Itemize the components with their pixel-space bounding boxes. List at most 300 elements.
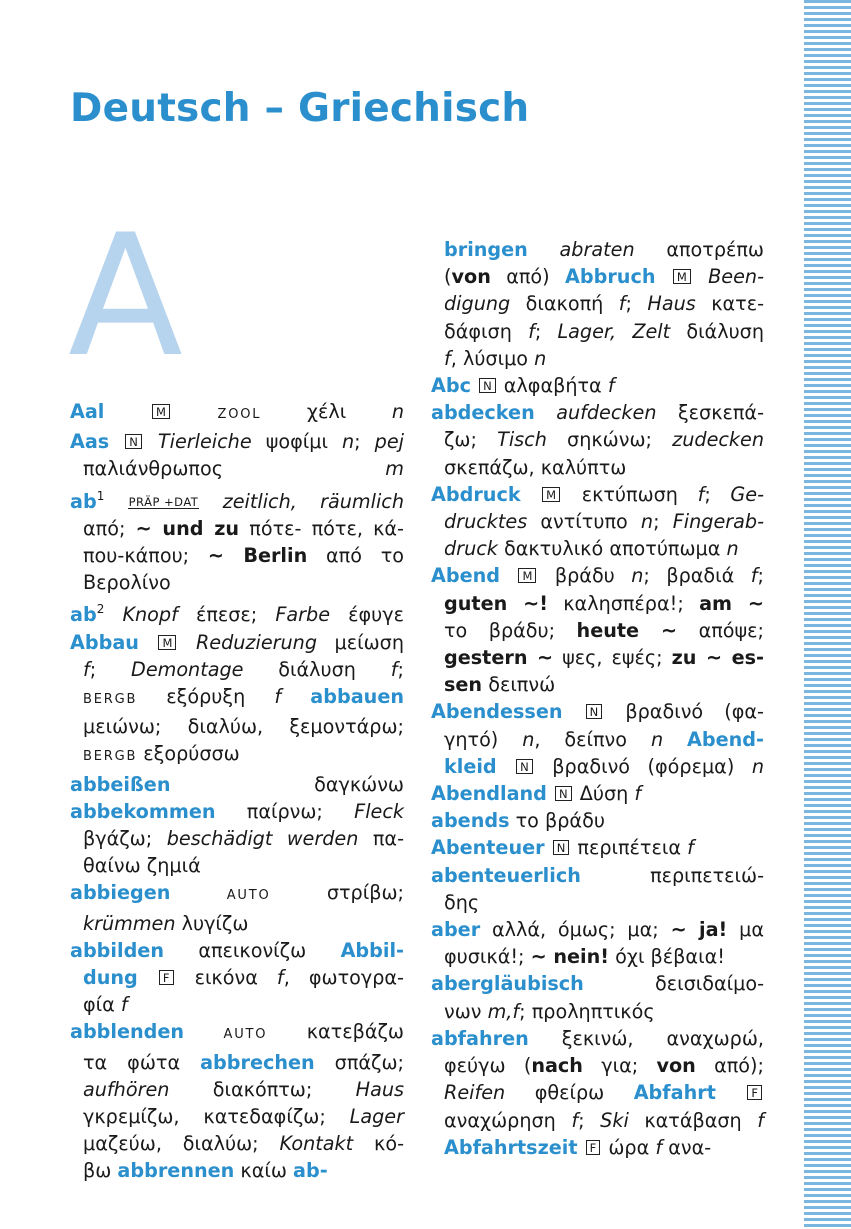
bold-phrase: ~ ja! xyxy=(670,918,728,942)
entry-text: βραδινό (φα- xyxy=(604,700,764,724)
entry-text: βράδυ xyxy=(538,564,632,588)
entry-text xyxy=(545,836,551,859)
headword: Abendland xyxy=(431,782,547,806)
gender-tag: F xyxy=(159,970,174,985)
headword: abfahren xyxy=(431,1026,529,1050)
entry-line xyxy=(70,1130,404,1157)
entry-text: βω xyxy=(83,1159,118,1183)
entry-text: αναχώρηση xyxy=(444,1108,572,1132)
headword: Abend xyxy=(431,564,500,588)
entry-text xyxy=(178,631,196,654)
entry-text: ξεσκεπά- xyxy=(656,401,764,425)
entry-text: εξόρυξη xyxy=(137,685,275,709)
italic-text: m,f xyxy=(487,999,520,1023)
headword: ab xyxy=(70,489,97,513)
entry-text: στρίβω; xyxy=(270,881,404,905)
entry-line xyxy=(431,617,764,644)
italic-text: Knopf xyxy=(122,603,178,627)
entry-text: ψοφίμι xyxy=(251,430,342,454)
entry-text: ; xyxy=(354,430,375,454)
italic-text: n xyxy=(640,510,654,534)
entry-text: από) xyxy=(490,265,565,289)
entry-line xyxy=(431,671,764,698)
headword: abends xyxy=(431,809,510,833)
entry-text xyxy=(528,238,560,261)
gender-tag: F xyxy=(586,1140,601,1155)
italic-text: f xyxy=(390,657,398,681)
italic-text: f xyxy=(750,564,758,588)
entry-text: ; xyxy=(397,657,404,681)
grammar-label: PRÄP +DAT xyxy=(128,494,199,509)
italic-text: n xyxy=(726,537,739,561)
entry-line xyxy=(431,562,764,589)
entry-line xyxy=(431,290,764,317)
subject-label: BERGB xyxy=(83,749,138,765)
italic-text: f xyxy=(634,782,642,806)
entry-line xyxy=(431,943,764,970)
headword: Abfahrt xyxy=(633,1081,716,1105)
bold-phrase: ~ nein! xyxy=(530,945,610,969)
entry-text: φθείρω xyxy=(505,1081,634,1105)
italic-text: zudecken xyxy=(672,428,764,452)
entry-text: το βράδυ xyxy=(509,809,605,833)
italic-text: n xyxy=(341,430,355,454)
entry-text: έπεσε; xyxy=(177,603,276,627)
entry-text: μείωση xyxy=(317,630,404,654)
entry-line xyxy=(70,771,404,798)
italic-text: f xyxy=(444,346,451,370)
italic-text: f xyxy=(655,1135,663,1159)
headword: Abbruch xyxy=(565,265,656,289)
entry-text: μα xyxy=(727,918,764,942)
headword: abbrechen xyxy=(200,1050,315,1074)
italic-text: f xyxy=(618,292,626,316)
entry-text: γκρεμίζω, κατεδαφίζω; xyxy=(83,1105,350,1129)
entry-text xyxy=(563,700,584,723)
entry-line xyxy=(70,964,404,991)
entry-text: ; xyxy=(704,482,731,506)
entry-text xyxy=(104,490,127,513)
entry-text xyxy=(144,430,158,453)
headword: abbiegen xyxy=(70,881,171,905)
gender-tag: N xyxy=(516,759,533,774)
page-title: Deutsch – Griechisch xyxy=(70,86,530,131)
entry-text: ; xyxy=(625,292,648,316)
headword: abdecken xyxy=(431,401,535,425)
italic-text: Lager, Zelt xyxy=(557,319,671,343)
entry-text: , λύσιμο xyxy=(450,346,535,370)
headword: abergläubisch xyxy=(431,972,584,996)
entry-line xyxy=(431,590,764,617)
entry-text: για; xyxy=(582,1054,657,1078)
headword: Abdruck xyxy=(431,482,521,506)
bold-phrase: ~ und zu xyxy=(135,516,240,540)
headword: dung xyxy=(83,966,138,990)
entry-line xyxy=(431,970,764,997)
headword: Abc xyxy=(431,374,471,398)
entry-line xyxy=(431,889,764,916)
entry-text: αλλά, όμως; μα; xyxy=(480,918,671,942)
entry-text: ζω; xyxy=(444,428,498,452)
entry-line xyxy=(431,1025,764,1052)
italic-text: aufhören xyxy=(83,1077,170,1101)
entry-text xyxy=(655,265,670,288)
italic-text: m xyxy=(385,457,404,481)
italic-text: druck xyxy=(444,537,498,561)
homograph-number: 1 xyxy=(96,488,105,503)
bold-phrase: sen xyxy=(444,673,483,697)
entry-text: φία xyxy=(83,993,121,1017)
headword: abbeißen xyxy=(70,772,171,796)
gender-tag: M xyxy=(542,487,560,502)
entry-text: διακοπή xyxy=(510,292,619,316)
entry-line xyxy=(70,937,404,964)
italic-text: Lager xyxy=(349,1105,404,1129)
gender-tag: N xyxy=(479,378,496,393)
entry-line xyxy=(70,596,404,628)
entry-text: χέλι xyxy=(261,400,392,423)
entry-text: , φωτογρα- xyxy=(283,966,404,990)
gender-tag: N xyxy=(586,704,603,719)
entry-line xyxy=(431,726,764,753)
headword: ab- xyxy=(293,1159,328,1183)
italic-text: zeitlich, räumlich xyxy=(222,489,404,513)
italic-text: pej xyxy=(374,430,404,454)
entry-line xyxy=(70,879,404,909)
entry-text: αποτρέπω xyxy=(634,238,764,261)
entry-text: από); xyxy=(695,1054,764,1078)
entry-text: λυγίζω xyxy=(175,911,249,935)
subject-label: AUTO xyxy=(223,1027,268,1043)
entry-line xyxy=(431,998,764,1025)
entry-text: παίρνω; xyxy=(215,799,355,823)
entry-text: δειπνώ xyxy=(482,673,556,697)
entry-text: μειώνω; διαλύω, ξεμοντάρω; xyxy=(83,715,404,739)
entry-text: αλφαβήτα xyxy=(497,374,608,398)
italic-text: f xyxy=(697,482,705,506)
entry-line xyxy=(431,535,764,562)
entry-text: ; προληπτικός xyxy=(519,999,655,1023)
entry-text: εικόνα xyxy=(175,966,277,990)
entry-line xyxy=(431,698,764,725)
entry-text xyxy=(172,400,218,423)
entry-text: , δείπνο xyxy=(534,727,651,751)
entry-line xyxy=(70,852,404,879)
headword: bringen xyxy=(444,238,528,261)
entry-text: ; xyxy=(653,510,673,534)
italic-text: f xyxy=(757,1108,764,1132)
entry-line xyxy=(431,807,764,834)
dictionary-column-left xyxy=(70,398,404,1185)
entry-text: κατε- xyxy=(695,292,764,316)
entry-line xyxy=(431,753,764,780)
entry-text: νων xyxy=(444,999,488,1023)
entry-line xyxy=(431,644,764,671)
entry-text xyxy=(139,631,157,654)
entry-line xyxy=(431,399,764,426)
entry-line xyxy=(70,629,404,656)
headword: abbekommen xyxy=(70,799,216,823)
entry-text: γητό) xyxy=(444,727,523,751)
entry-text: σπάζω; xyxy=(314,1050,404,1074)
entry-text xyxy=(578,1136,584,1159)
italic-text: Haus xyxy=(355,1077,404,1101)
entry-text: ψες, εψές; xyxy=(553,646,672,670)
italic-text: Ski xyxy=(600,1108,629,1132)
italic-text: Farbe xyxy=(275,603,331,627)
entry-text: έφυγε xyxy=(330,603,404,627)
entry-text: μαζεύω, διαλύω; xyxy=(83,1132,280,1156)
italic-text: n xyxy=(631,564,644,588)
italic-text: n xyxy=(751,754,764,778)
italic-text: Been- xyxy=(708,265,764,289)
headword: Abenteuer xyxy=(431,836,545,860)
entry-text: ; xyxy=(534,319,558,343)
entry-text xyxy=(547,782,553,805)
italic-text: Tierleiche xyxy=(157,430,252,454)
bold-phrase: heute ~ xyxy=(576,618,678,642)
italic-text: aufdecken xyxy=(556,401,657,425)
italic-text: n xyxy=(522,727,535,751)
entry-text: ; βραδιά xyxy=(643,564,751,588)
entry-line xyxy=(70,1103,404,1130)
entry-text: σκεπάζω, καλύπτω xyxy=(444,455,627,479)
entry-text: κατεβάζω xyxy=(267,1020,404,1044)
headword: abbrennen xyxy=(117,1159,235,1183)
headword: Abend- xyxy=(687,727,764,751)
italic-text: krümmen xyxy=(83,911,176,935)
page-edge-stripes xyxy=(804,0,851,1229)
entry-text: διάλυση xyxy=(670,319,764,343)
entry-text: πότε- πότε, κά- xyxy=(239,516,404,540)
entry-text xyxy=(281,685,310,708)
entry-line xyxy=(70,515,404,542)
entry-text: απεικονίζω xyxy=(163,938,341,962)
entry-text: πα- xyxy=(358,827,404,851)
entry-text: παλιάνθρωπος xyxy=(83,457,386,481)
entry-text xyxy=(663,728,687,751)
gender-tag: M xyxy=(158,635,176,650)
entry-text: από το xyxy=(307,544,405,568)
entry-text: φεύγω ( xyxy=(444,1054,532,1078)
bold-phrase: ~ Berlin xyxy=(207,544,308,568)
italic-text: f xyxy=(120,993,128,1017)
entry-text xyxy=(716,1081,746,1104)
entry-text xyxy=(693,265,708,288)
entry-line xyxy=(431,1052,764,1079)
entry-text: δακτυλικό αποτύπωμα xyxy=(497,537,727,561)
entry-line xyxy=(431,1134,764,1161)
entry-text: βραδινό (φόρεμα) xyxy=(534,754,752,778)
entry-line xyxy=(70,713,404,740)
headword: Abbau xyxy=(70,630,139,654)
entry-line xyxy=(70,542,404,569)
entry-line xyxy=(431,426,764,453)
entry-line xyxy=(70,398,404,428)
bold-phrase: von xyxy=(656,1054,696,1078)
entry-text: δης xyxy=(444,890,480,914)
headword: abbauen xyxy=(310,685,404,709)
italic-text: Tisch xyxy=(497,428,547,452)
entry-line xyxy=(70,1018,404,1048)
headword: Abendessen xyxy=(431,700,563,724)
entry-text: Βερολίνο xyxy=(83,571,171,595)
italic-text: Haus xyxy=(647,292,696,316)
entry-line xyxy=(70,740,404,770)
entry-line xyxy=(70,569,404,596)
entry-text: ανα- xyxy=(662,1135,712,1159)
gender-tag: F xyxy=(747,1085,762,1100)
entry-line xyxy=(70,798,404,825)
entry-line xyxy=(431,780,764,807)
entry-text: καίω xyxy=(234,1159,294,1183)
entry-line xyxy=(70,910,404,937)
entry-text: ( xyxy=(444,265,452,289)
entry-text xyxy=(497,755,515,778)
homograph-number: 2 xyxy=(96,602,105,617)
italic-text: f xyxy=(607,374,615,398)
italic-text: n xyxy=(650,727,664,751)
headword: Abfahrtszeit xyxy=(444,1135,578,1159)
entry-text: αντίτυπο xyxy=(527,510,641,534)
entry-line xyxy=(70,1157,404,1184)
entry-text: σηκώνω; xyxy=(546,428,673,452)
italic-text: Reifen xyxy=(444,1081,506,1105)
entry-text: διακόπτω; xyxy=(169,1077,356,1101)
entry-text xyxy=(104,603,122,626)
entry-text xyxy=(521,483,541,506)
gender-tag: N xyxy=(555,786,572,801)
italic-text: f xyxy=(571,1108,579,1132)
entry-line xyxy=(70,1076,404,1103)
entry-text: διάλυση xyxy=(243,657,391,681)
entry-line xyxy=(431,916,764,943)
entry-text: ξεκινώ, αναχωρώ, xyxy=(528,1026,764,1050)
gender-tag: N xyxy=(553,840,570,855)
subject-label: ZOOL xyxy=(217,407,262,422)
entry-text: δεισιδαίμο- xyxy=(583,972,764,996)
italic-text: f xyxy=(274,685,282,709)
bold-phrase: gestern ~ xyxy=(444,646,554,670)
italic-text: Demontage xyxy=(131,657,244,681)
entry-text xyxy=(199,490,222,513)
entry-line xyxy=(431,862,764,889)
gender-tag: M xyxy=(673,269,691,284)
entry-line xyxy=(70,683,404,713)
entry-line xyxy=(431,372,764,399)
italic-text: f xyxy=(687,836,694,860)
headword: Aal xyxy=(70,400,105,423)
entry-line xyxy=(70,428,404,455)
bold-phrase: von xyxy=(451,265,491,289)
subject-label: BERGB xyxy=(83,692,138,708)
entry-text xyxy=(500,564,516,587)
entry-text: από; xyxy=(83,516,136,540)
italic-text: n xyxy=(534,346,547,370)
entry-line xyxy=(431,481,764,508)
italic-text: beschädigt werden xyxy=(166,827,359,851)
entry-line xyxy=(70,991,404,1018)
entry-text xyxy=(138,966,157,989)
entry-text: δάφιση xyxy=(444,319,529,343)
italic-text: f xyxy=(83,657,90,681)
entry-text xyxy=(170,881,226,904)
italic-text: n xyxy=(391,400,404,423)
entry-line xyxy=(70,483,404,515)
entry-text: ; xyxy=(89,657,132,681)
subject-label: AUTO xyxy=(226,888,271,904)
italic-text: abraten xyxy=(559,238,635,261)
headword: aber xyxy=(431,918,481,942)
entry-line xyxy=(70,825,404,852)
entry-text: το βράδυ; xyxy=(444,618,577,642)
entry-text: ; xyxy=(757,564,764,588)
entry-text: περιπέτεια xyxy=(571,836,688,860)
entry-text: περιπετειώ- xyxy=(580,863,764,887)
entry-text xyxy=(535,401,556,424)
entry-line xyxy=(431,345,764,372)
entry-text: καλησπέρα!; xyxy=(547,591,700,615)
bold-phrase: zu ~ es- xyxy=(671,646,764,670)
entry-line xyxy=(431,1107,764,1134)
entry-text xyxy=(109,430,123,453)
entry-text: τα φώτα xyxy=(83,1050,201,1074)
entry-text: κατάβαση xyxy=(628,1108,758,1132)
gender-tag: N xyxy=(125,434,142,449)
entry-text: που-κάπου; xyxy=(83,544,208,568)
italic-text: Kontakt xyxy=(279,1132,354,1156)
entry-text: φυσικά!; xyxy=(444,945,531,969)
headword: ab xyxy=(70,603,97,627)
entry-text: θαίνω ζημιά xyxy=(83,854,201,878)
entry-line xyxy=(70,656,404,683)
entry-line xyxy=(431,318,764,345)
entry-text xyxy=(184,1020,223,1043)
entry-text: Δύση xyxy=(573,782,635,806)
entry-text: ; xyxy=(578,1108,601,1132)
section-letter: A xyxy=(68,198,183,394)
entry-text: εκτύπωση xyxy=(562,482,698,506)
entry-line xyxy=(431,263,764,290)
bold-phrase: am ~ xyxy=(699,591,764,615)
entry-text xyxy=(471,374,477,397)
italic-text: drucktes xyxy=(444,510,528,534)
headword: abblenden xyxy=(70,1020,185,1044)
entry-line xyxy=(70,1049,404,1076)
headword: abenteuerlich xyxy=(431,863,581,887)
gender-tag: M xyxy=(152,404,170,419)
entry-text: δαγκώνω xyxy=(170,772,404,796)
entry-text: βγάζω; xyxy=(83,827,167,851)
gender-tag: M xyxy=(518,568,536,583)
italic-text: Ge- xyxy=(730,482,764,506)
entry-line xyxy=(431,454,764,481)
bold-phrase: nach xyxy=(531,1054,583,1078)
entry-text xyxy=(104,400,150,423)
italic-text: f xyxy=(528,319,535,343)
italic-text: Reduzierung xyxy=(195,630,318,654)
entry-text: απόψε; xyxy=(677,618,764,642)
italic-text: digung xyxy=(444,292,511,316)
entry-text: εξορύσσω xyxy=(137,742,240,766)
headword: abbilden xyxy=(70,938,164,962)
entry-text: κό- xyxy=(353,1132,404,1156)
italic-text: Fingerab- xyxy=(672,510,764,534)
italic-text: f xyxy=(276,966,284,990)
dictionary-column-right xyxy=(431,236,764,1161)
entry-line xyxy=(431,236,764,263)
italic-text: Fleck xyxy=(354,799,404,823)
